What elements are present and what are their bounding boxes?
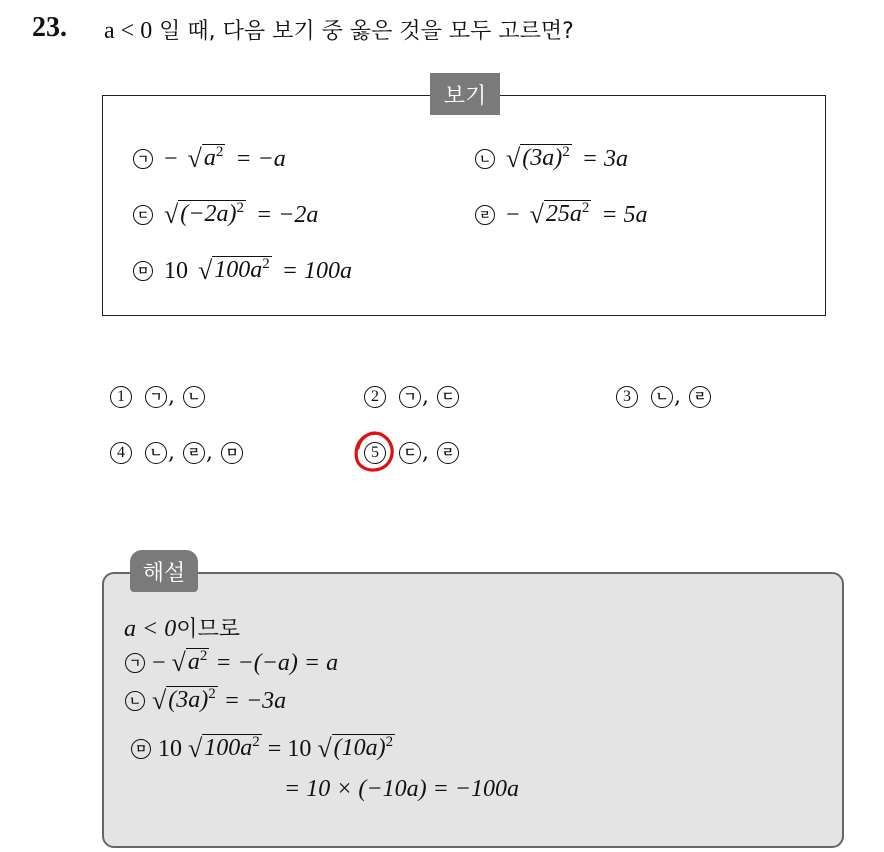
choice-mark: ㅁ bbox=[221, 442, 243, 464]
choice-number: 3 bbox=[616, 386, 638, 408]
choice-mark: ㄷ bbox=[399, 442, 421, 464]
exponent: 2 bbox=[215, 144, 224, 160]
bogi-item-1 bbox=[132, 144, 286, 174]
solution-line-4 bbox=[284, 776, 519, 803]
item-rhs: = −2a bbox=[255, 201, 319, 228]
question-condition: a < 0 bbox=[104, 18, 153, 44]
choice-5[interactable]: 5 ㄷ , ㄹ bbox=[364, 440, 460, 465]
exponent: 2 bbox=[262, 256, 270, 272]
item-rhs: = 3a bbox=[581, 145, 628, 172]
sqrt-expression: $√a^2$ bbox=[171, 648, 208, 677]
solution-continuation: = 10 × (−10a) = −100a bbox=[284, 776, 519, 802]
choice-mark: ㄱ bbox=[399, 386, 421, 408]
exponent: 2 bbox=[208, 686, 216, 702]
question-text bbox=[104, 14, 574, 45]
item-mark: ㄴ bbox=[125, 691, 145, 711]
item-rhs: = 5a bbox=[601, 201, 648, 228]
item-mark: ㄹ bbox=[475, 205, 495, 225]
item-mark: ㅁ bbox=[131, 739, 151, 759]
question-prompt: 일 때, 다음 보기 중 옳은 것을 모두 고르면? bbox=[152, 19, 574, 44]
item-coef: 10 bbox=[164, 257, 188, 284]
sqrt-expression: $√100a^2$ bbox=[188, 734, 260, 763]
choice-mark: ㄴ bbox=[145, 442, 167, 464]
sqrt-expression: $√100a^2$ bbox=[198, 256, 270, 285]
choice-number: 2 bbox=[364, 386, 386, 408]
radicand: a bbox=[203, 145, 216, 171]
choice-number: 1 bbox=[110, 386, 132, 408]
choice-mark: ㄹ bbox=[183, 442, 205, 464]
solution-line-1 bbox=[124, 648, 338, 678]
sqrt-expression: $√(3a)^2$ bbox=[506, 144, 570, 173]
radicand: 25a bbox=[545, 201, 582, 227]
solution-rhs: = −(−a) = a bbox=[215, 649, 339, 676]
bogi-item-4 bbox=[474, 200, 648, 230]
choice-mark: ㄹ bbox=[437, 442, 459, 464]
radicand: (10a) bbox=[333, 735, 386, 761]
solution-coef: 10 bbox=[158, 735, 182, 762]
sqrt-expression: $√(-2a)^2$ bbox=[164, 200, 244, 229]
radicand: (−2a) bbox=[180, 201, 237, 227]
sqrt-expression: $√a^2$ bbox=[187, 144, 224, 173]
solution-line-3 bbox=[130, 734, 395, 764]
exponent: 2 bbox=[385, 734, 394, 750]
solution-intro-text: 이므로 bbox=[176, 617, 240, 642]
bogi-item-3 bbox=[132, 200, 318, 230]
choice-4[interactable]: 4 ㄴ , ㄹ , ㅁ bbox=[110, 440, 244, 465]
exponent: 2 bbox=[252, 734, 260, 750]
solution-intro bbox=[124, 612, 240, 643]
radicand: a bbox=[187, 649, 200, 675]
choice-1[interactable]: 1 ㄱ , ㄴ bbox=[110, 384, 206, 409]
choice-mark: ㄴ bbox=[183, 386, 205, 408]
selected-answer-mark bbox=[351, 428, 397, 474]
bogi-item-2 bbox=[474, 144, 628, 174]
bogi-label: 보기 bbox=[430, 73, 500, 115]
radicand: (3a) bbox=[522, 145, 563, 171]
solution-mid: = 10 bbox=[267, 735, 312, 762]
solution-rhs: = −3a bbox=[223, 687, 287, 714]
sqrt-expression-2: $√(10a)^2$ bbox=[317, 734, 394, 763]
item-sign: − bbox=[164, 145, 178, 172]
exponent: 2 bbox=[581, 200, 590, 216]
choice-mark: ㄹ bbox=[689, 386, 711, 408]
item-sign: − bbox=[152, 649, 166, 676]
choice-number: 5 bbox=[364, 442, 386, 464]
solution-label: 해설 bbox=[130, 550, 198, 592]
choice-mark: ㄴ bbox=[651, 386, 673, 408]
exponent: 2 bbox=[236, 200, 244, 216]
item-mark: ㄴ bbox=[475, 149, 495, 169]
sqrt-expression: $√25a^2$ bbox=[529, 200, 590, 229]
question-number: 23. bbox=[32, 12, 67, 43]
item-mark: ㄱ bbox=[125, 653, 145, 673]
solution-condition: a < 0 bbox=[124, 616, 177, 642]
choice-mark: ㄷ bbox=[437, 386, 459, 408]
exponent: 2 bbox=[199, 648, 208, 664]
choice-3[interactable]: 3 ㄴ , ㄹ bbox=[616, 384, 712, 409]
exponent: 2 bbox=[562, 144, 570, 160]
item-mark: ㄷ bbox=[133, 205, 153, 225]
radicand: (3a) bbox=[168, 687, 209, 713]
choice-number: 4 bbox=[110, 442, 132, 464]
item-sign: − bbox=[506, 201, 520, 228]
choice-2[interactable]: 2 ㄱ , ㄷ bbox=[364, 384, 460, 409]
item-rhs: = 100a bbox=[281, 257, 352, 284]
item-mark: ㄱ bbox=[133, 149, 153, 169]
item-mark: ㅁ bbox=[133, 261, 153, 281]
bogi-item-5 bbox=[132, 256, 352, 286]
choice-mark: ㄱ bbox=[145, 386, 167, 408]
radicand: 100a bbox=[214, 257, 263, 283]
sqrt-expression: $√(3a)^2$ bbox=[152, 686, 216, 715]
solution-line-2 bbox=[124, 686, 286, 716]
radicand: 100a bbox=[204, 735, 253, 761]
item-rhs: = −a bbox=[235, 145, 286, 172]
